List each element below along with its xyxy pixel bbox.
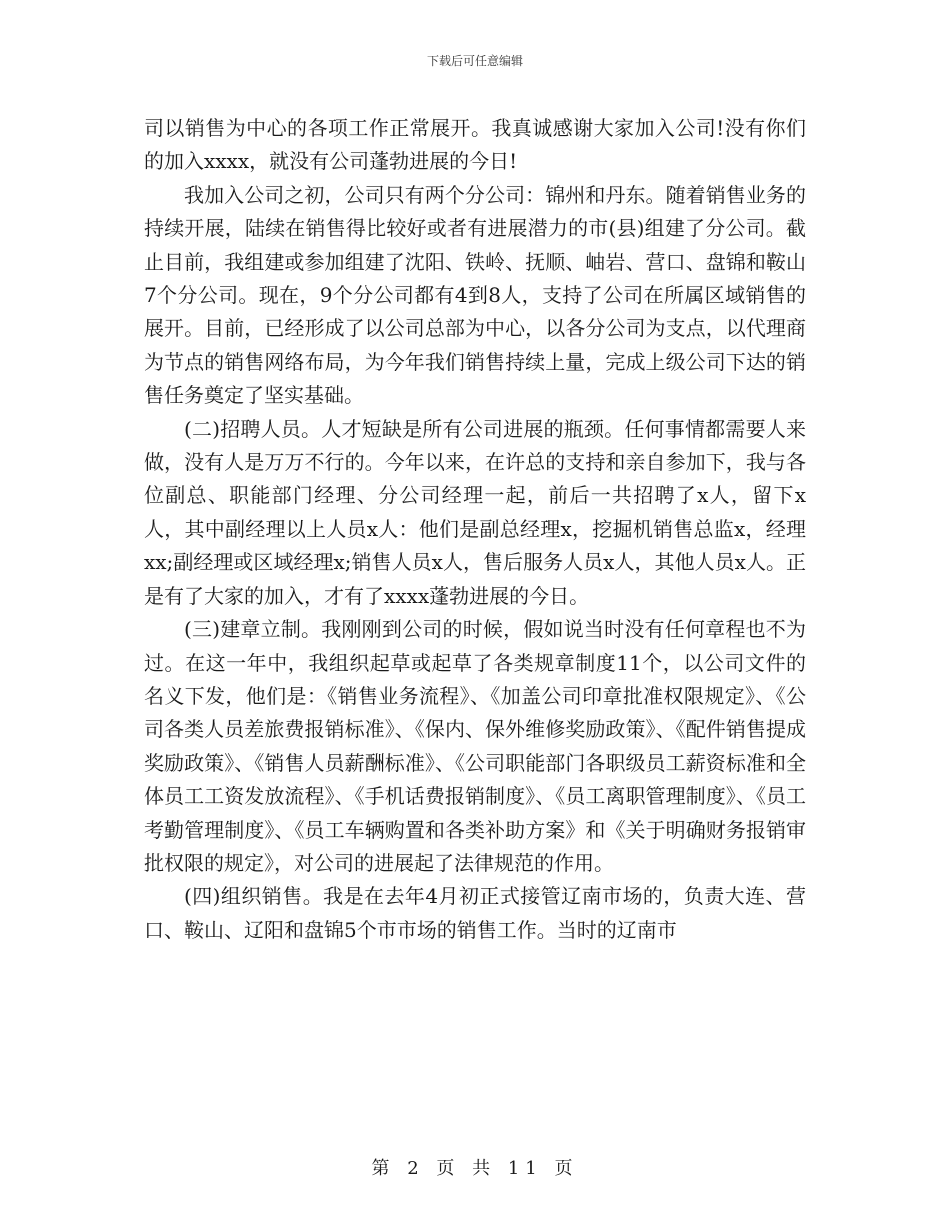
paragraph-sales: (四)组织销售。我是在去年4月初正式接管辽南市场的，负责大连、营口、鞍山、辽阳和盘锦5个市市场的销售工作。当时的辽南市 — [144, 884, 806, 942]
paragraph-regulations: (三)建章立制。我刚刚到公司的时候，假如说当时没有任何章程也不为过。在这一年中，我组织起草或起草了各类规章制度11个，以公司文件的名义下发，他们是：《销售业务流程》、《加盖公司印章批准权限规定》、《公司各类人员差旅费报销标准》、《保内、保外维修奖励政策》、《配件销售提成奖励政策》、《销售人员薪酬标准》、《公司职能部门各职级员工薪资标准和全体员工工资发放流程》、《手机话费报销制度》、《员工离职管理制度》、《员工考勤管理制度》、《员工车辆购置和各类补助方案》和《关于明确财务报销审批权限的规定》，对公司的进展起了法律规范的作用。 — [144, 617, 806, 875]
page-number: 第 2 页 共 11 页 — [371, 1158, 579, 1179]
document-body — [144, 112, 806, 947]
paragraph-continuation: 司以销售为中心的各项工作正常展开。我真诚感谢大家加入公司!没有你们的加入xxxx，就没有公司蓬勃进展的今日! — [144, 116, 806, 174]
paragraph-recruitment: (二)招聘人员。人才短缺是所有公司进展的瓶颈。任何事情都需要人来做，没有人是万万不行的。今年以来，在许总的支持和亲自参加下，我与各位副总、职能部门经理、分公司经理一起，前后一共招聘了x人，留下x人，其中副经理以上人员x人：他们是副总经理x，挖掘机销售总监x，经理xx;副经理或区域经理x;销售人员x人，售后服务人员x人，其他人员x人。正是有了大家的加入，才有了xxxx蓬勃进展的今日。 — [144, 416, 806, 608]
paragraph-branches: 我加入公司之初，公司只有两个分公司：锦州和丹东。随着销售业务的持续开展，陆续在销售得比较好或者有进展潜力的市(县)组建了分公司。截止目前，我组建或参加组建了沈阳、铁岭、抚顺、岫岩、营口、盘锦和鞍山7个分公司。现在，9个分公司都有4到8人，支持了公司在所属区域销售的展开。目前，已经形成了以公司总部为中心，以各分公司为支点，以代理商为节点的销售网络布局，为今年我们销售持续上量，完成上级公司下达的销售任务奠定了坚实基础。 — [144, 182, 806, 408]
page-header-note: 下载后可任意编辑 — [426, 54, 523, 68]
